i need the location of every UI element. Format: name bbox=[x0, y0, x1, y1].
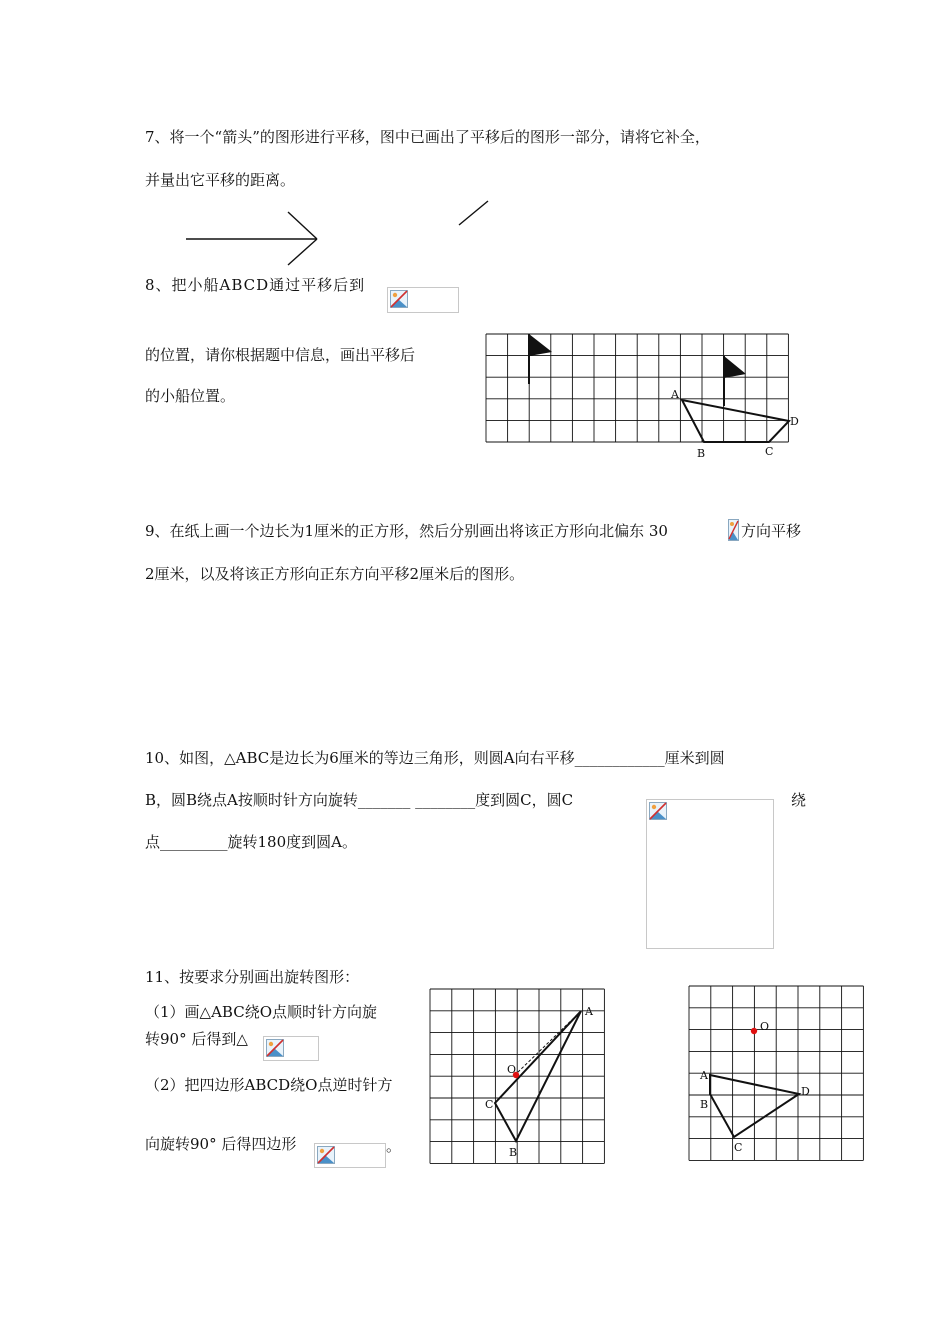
q11-part2-line2: 向旋转90° 后得四边形 bbox=[145, 1135, 297, 1153]
broken-image-icon bbox=[390, 290, 408, 308]
q10-text-line1: 10、如图，△ABC是边长为6厘米的等边三角形，则圆A向右平移____________厘米到圆 bbox=[145, 749, 725, 767]
q11-fig1-label-a: A bbox=[585, 1005, 593, 1018]
q9-degree-image-placeholder bbox=[728, 519, 739, 541]
q8-label-c: C bbox=[765, 445, 774, 458]
q10-text-line2: B，圆B绕点A按顺时针方向旋转_______ ________度到圆C，圆C bbox=[145, 791, 574, 809]
q11-fig2-label-o: O bbox=[760, 1020, 770, 1033]
q8-text-line1: 8、把小船ABCD通过平移后到 bbox=[145, 276, 366, 294]
q7-translated-partial-line bbox=[459, 201, 488, 225]
q7-arrow-head-upper bbox=[288, 212, 317, 239]
q7-arrow-figure bbox=[0, 0, 950, 280]
q9-text-line2: 2厘米，以及将该正方形向正东方向平移2厘米后的图形。 bbox=[145, 565, 525, 583]
q10-text-line2b: 绕 bbox=[791, 791, 807, 809]
q11-part1-line1: （1）画△ABC绕O点顺时针方向旋 bbox=[145, 1003, 377, 1021]
q11-fig2-label-d: D bbox=[801, 1085, 810, 1098]
q8-text-line3: 的小船位置。 bbox=[145, 387, 236, 405]
q11-fig1-label-c: C bbox=[485, 1098, 494, 1111]
q8-label-b: B bbox=[697, 447, 706, 460]
q11-part1-line2: 转90° 后得到△ bbox=[145, 1030, 248, 1048]
broken-image-icon bbox=[317, 1146, 335, 1164]
q11-grid2 bbox=[689, 986, 863, 1160]
q11-fig1-label-b: B bbox=[509, 1146, 518, 1159]
q8-image-placeholder bbox=[387, 287, 459, 313]
q11-fig2-point-o bbox=[751, 1028, 757, 1034]
q11-part2-line1: （2）把四边形ABCD绕O点逆时针方 bbox=[145, 1076, 393, 1094]
q7-text-line1: 7、将一个“箭头”的图形进行平移，图中已画出了平移后的图形一部分，请将它补全， bbox=[145, 128, 710, 146]
q11-figure2 bbox=[689, 986, 869, 1166]
q11-part2-placeholder bbox=[314, 1143, 386, 1168]
q9-text-line1a: 9、在纸上画一个边长为1厘米的正方形，然后分别画出将该正方形向北偏东 30 bbox=[145, 522, 668, 540]
q10-figure-placeholder bbox=[646, 799, 774, 949]
q8-boat-abcd bbox=[682, 400, 789, 442]
q10-text-line3: 点_________旋转180度到圆A。 bbox=[145, 833, 357, 851]
q11-fig2-label-c: C bbox=[734, 1141, 743, 1154]
q7-text-line2: 并量出它平移的距离。 bbox=[145, 171, 296, 189]
q8-text-line2: 的位置，请你根据题中信息，画出平移后 bbox=[145, 346, 416, 364]
q11-fig1-label-o: O bbox=[507, 1063, 517, 1076]
q8-flag1 bbox=[529, 334, 552, 356]
q8-grid-figure bbox=[486, 334, 806, 464]
broken-image-icon bbox=[649, 802, 667, 820]
q11-part2-period: 。 bbox=[386, 1137, 402, 1155]
q11-title: 11、按要求分别画出旋转图形： bbox=[145, 968, 360, 986]
broken-image-icon bbox=[728, 519, 739, 541]
q11-fig2-label-b: B bbox=[700, 1098, 709, 1111]
q8-flag2 bbox=[724, 356, 746, 378]
q11-fig2-label-a: A bbox=[700, 1069, 708, 1082]
q11-figure1 bbox=[430, 989, 610, 1169]
q11-part1-placeholder bbox=[263, 1036, 319, 1061]
q7-arrow-head-lower bbox=[288, 239, 317, 265]
q9-text-line1b: 方向平移 bbox=[741, 522, 802, 540]
q8-label-a: A bbox=[671, 388, 679, 401]
broken-image-icon bbox=[266, 1039, 284, 1057]
q8-label-d: D bbox=[790, 415, 799, 428]
